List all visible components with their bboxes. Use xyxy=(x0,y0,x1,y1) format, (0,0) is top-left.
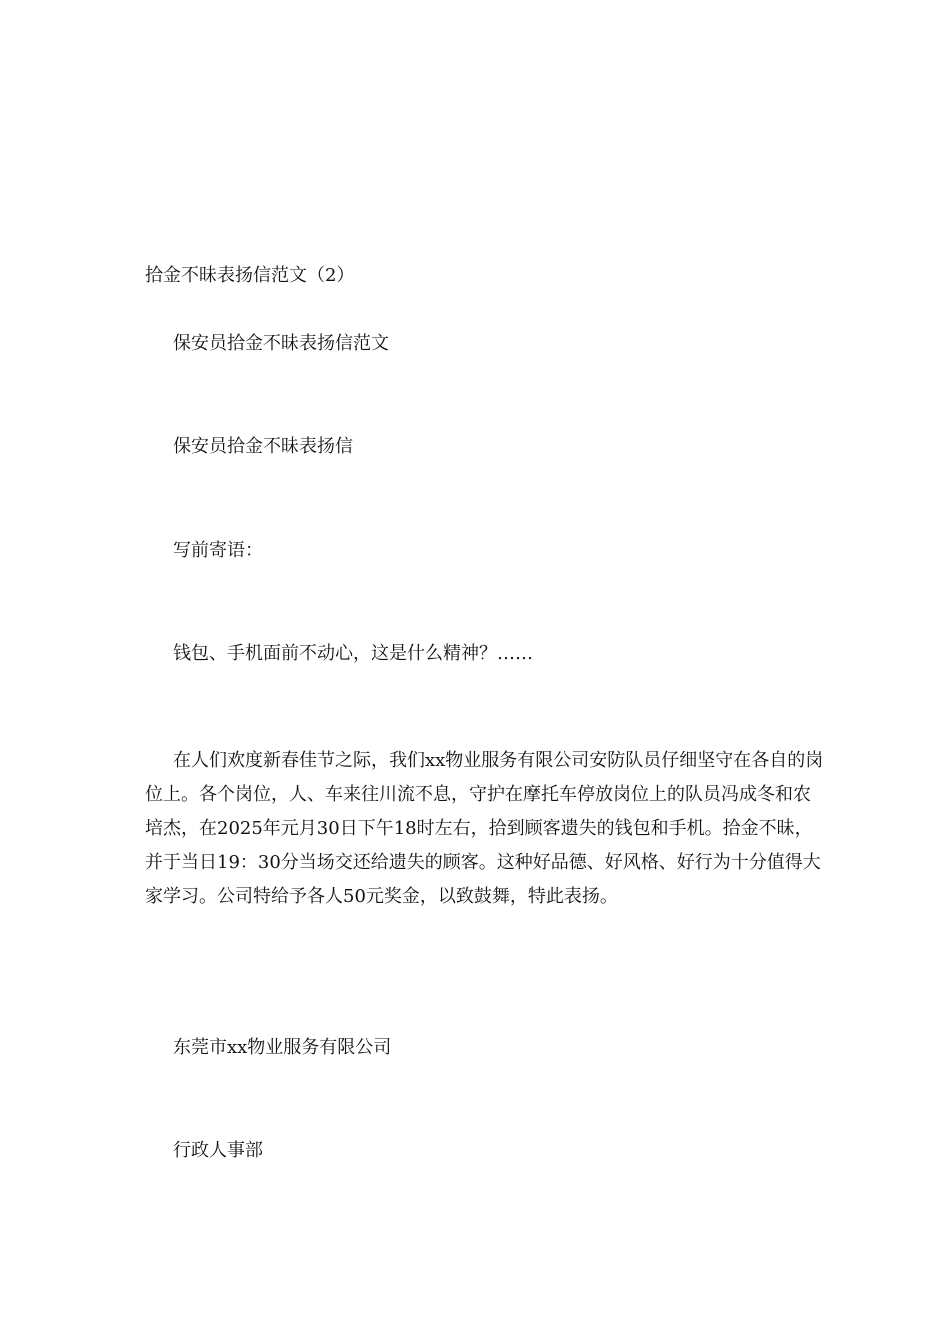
letter-body-paragraph: 在人们欢度新春佳节之际，我们xx物业服务有限公司安防队员仔细坚守在各自的岗位上。各个岗位，人、车来往川流不息，守护在摩托车停放岗位上的队员冯成冬和农培杰，在2025年元月30日下午18时左右，拾到顾客遗失的钱包和手机。拾金不昧，并于当日19：30分当场交还给遗失的顾客。这种好品德、好风格、好行为十分值得大家学习。公司特给予各人50元奖金，以致鼓舞，特此表扬。 xyxy=(145,750,824,907)
preface-text: 钱包、手机面前不动心，这是什么精神？…… xyxy=(173,643,533,664)
letter-heading: 保安员拾金不昧表扬信 xyxy=(173,436,353,457)
document-subtitle: 保安员拾金不昧表扬信范文 xyxy=(173,333,389,354)
preface-label: 写前寄语： xyxy=(173,540,263,561)
document-title: 拾金不昧表扬信范文（2） xyxy=(145,265,355,286)
signature-department: 行政人事部 xyxy=(173,1140,263,1161)
signature-company: 东莞市xx物业服务有限公司 xyxy=(173,1037,392,1058)
